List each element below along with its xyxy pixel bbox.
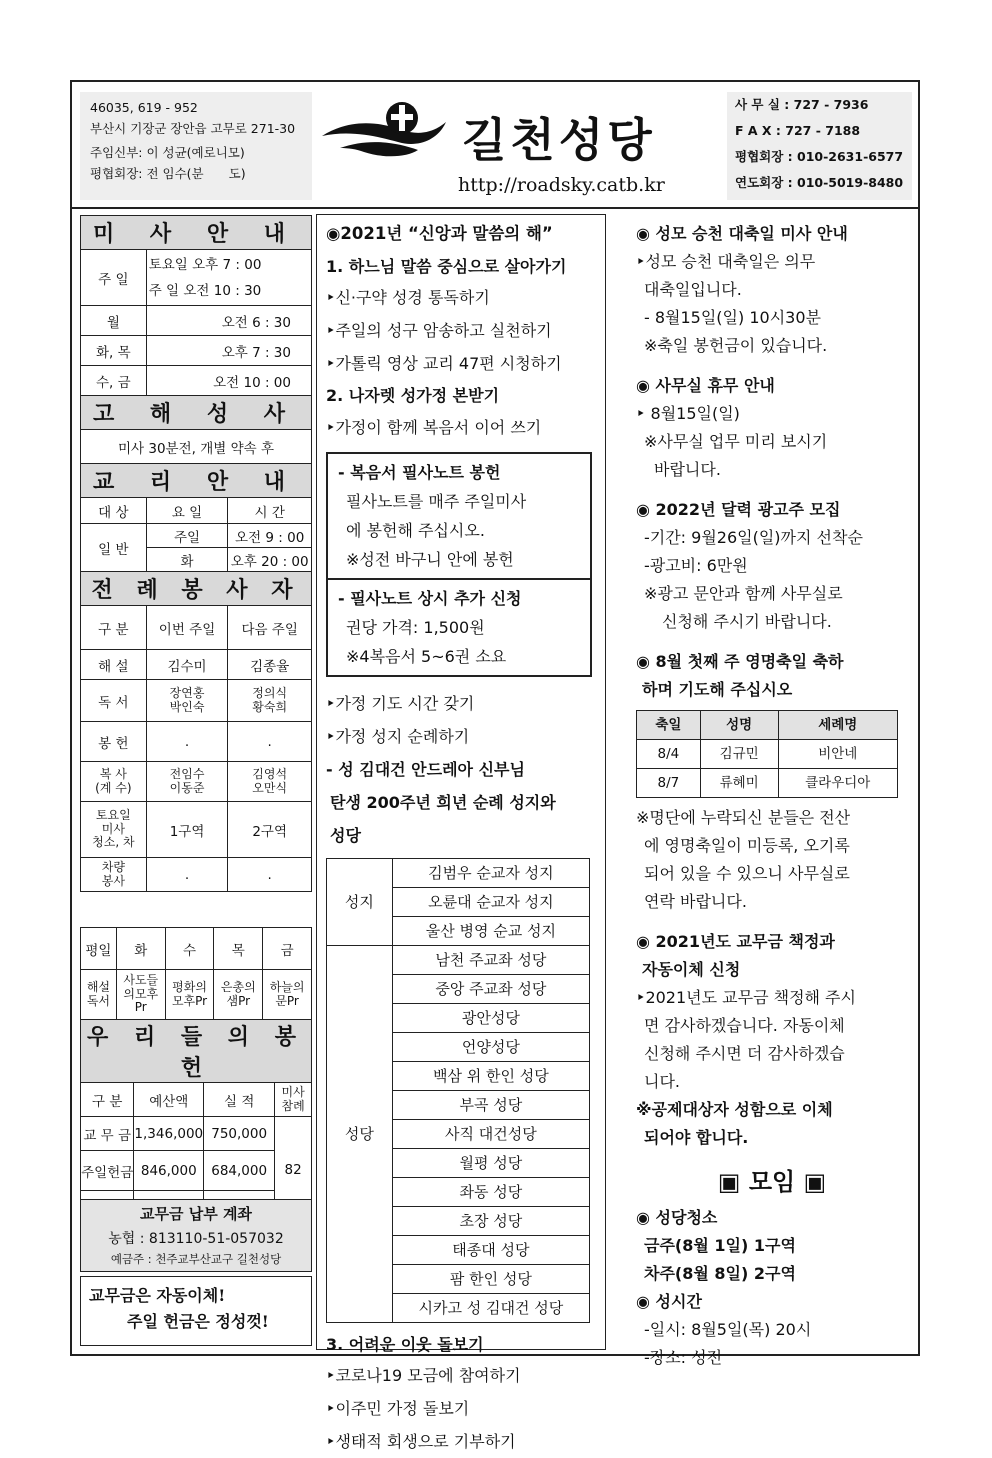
notice-title: ◉ 사무실 휴무 안내	[636, 376, 775, 395]
weekday-head: 목	[214, 928, 263, 970]
doctrine-group: 일 반	[81, 524, 147, 572]
middle-column	[326, 220, 602, 1458]
server-next: 정의식 황숙희	[228, 680, 312, 722]
saturday-mass: 토요일 오후 7 : 00	[148, 256, 262, 273]
notice-title: ◉ 2022년 달력 광고주 모집	[636, 500, 841, 519]
weekday-cell: 사도들 의모후 Pr	[116, 970, 165, 1020]
server-head-role: 구 분	[81, 606, 147, 650]
doctrine-head-time: 시 간	[228, 498, 312, 524]
server-this: 김수미	[146, 650, 228, 680]
notice-line: -장소: 성전	[644, 1348, 723, 1367]
offering-label: 교 무 금	[81, 1117, 134, 1151]
church-name-cell: 부곡 성당	[392, 1091, 589, 1120]
weekday-cell: 하늘의 문Pr	[263, 970, 312, 1020]
offering-head: 실 적	[204, 1083, 275, 1117]
council-phone: 평협회장 : 010-2631-6577	[735, 149, 904, 164]
notice-line: 에 영명축일이 미등록, 오기록	[644, 836, 850, 855]
notice-title: ◉ 성시간	[636, 1292, 702, 1311]
server-this: 장연홍 박인숙	[146, 680, 228, 722]
left-sidebar-table	[80, 215, 312, 892]
offering-budget: 1,346,000	[134, 1117, 204, 1151]
meeting-title: ▣ 모임 ▣	[717, 1168, 827, 1196]
pilgrimage-text	[326, 753, 602, 852]
account-box	[80, 1199, 312, 1272]
offering-title: 우 리 들 의 봉 헌	[81, 1020, 312, 1083]
notice-line: 대축일입니다.	[644, 280, 742, 299]
church-name-cell: 광안성당	[392, 1004, 589, 1033]
feast-date: 8/4	[637, 740, 701, 769]
server-role: 독 서	[81, 680, 147, 722]
notice-line: - 8월15일(일) 10시30분	[644, 308, 821, 327]
church-name-cell: 좌동 성당	[392, 1178, 589, 1207]
notice-title: ◉ 성모 승천 대축일 미사 안내	[636, 224, 848, 243]
doctrine-day: 화	[146, 548, 228, 572]
list-item: ‣가정 기도 시간 갖기	[326, 694, 475, 713]
notice-line: 연락 바랍니다.	[644, 892, 747, 911]
pilgrimage-line: - 성 김대건 안드레아 신부님	[326, 760, 525, 779]
notice-line: 신청해 주시기 바랍니다.	[662, 612, 832, 631]
account-title: 교무금 납부 계좌	[140, 1205, 252, 1223]
feast-saint: 비안네	[778, 740, 898, 769]
server-title: 전 례 봉 사 자	[81, 572, 312, 606]
server-next: 김종율	[228, 650, 312, 680]
section-heading: 3. 어려운 이웃 돌보기	[326, 1335, 484, 1354]
shrine-label: 성지	[327, 859, 393, 946]
yeondo-phone: 연도회장 : 010-5019-8480	[735, 175, 904, 190]
doctrine-title: 교 리 안 내	[81, 464, 312, 498]
list-item: ‣가톨릭 영상 교리 47편 시청하기	[326, 354, 562, 373]
church-name-cell: 사직 대건성당	[392, 1120, 589, 1149]
slogan-line: 교무금은 자동이체!	[89, 1286, 226, 1305]
church-name-cell: 언양성당	[392, 1033, 589, 1062]
office-phone: 사 무 실 : 727 - 7936	[735, 97, 869, 112]
notice-line: -일시: 8월5일(목) 20시	[644, 1320, 812, 1339]
notice-line: 금주(8월 1일) 1구역	[644, 1236, 796, 1255]
list-item: ‣코로나19 모금에 참여하기	[326, 1366, 521, 1385]
server-next: .	[228, 858, 312, 892]
mass-attendance: 82	[275, 1117, 312, 1223]
church-name-cell: 남천 주교좌 성당	[392, 946, 589, 975]
notice-line: ‣ 8월15일(일)	[636, 404, 740, 423]
feast-name: 류혜미	[700, 769, 778, 798]
confession-text: 미사 30분전, 개별 약속 후	[81, 430, 312, 464]
mass-day: 화, 목	[81, 336, 147, 366]
box-line: 에 봉헌해 주십시오.	[346, 521, 485, 540]
year-title: ◉2021년 “신앙과 말씀의 해”	[326, 224, 553, 243]
box-line: ※4복음서 5~6권 소요	[346, 647, 507, 666]
slogan-line: 주일 헌금은 정성껏!	[127, 1312, 269, 1331]
notice-line: 바랍니다.	[654, 460, 721, 479]
mass-time: 오전 6 : 30	[146, 306, 311, 336]
mass-title: 미 사 안 내	[81, 216, 312, 250]
offering-actual: 750,000	[204, 1117, 275, 1151]
server-next: 김영석 오만식	[228, 762, 312, 802]
pastor: 주임신부: 이 성균(예로니모)	[90, 145, 245, 161]
offering-budget: 846,000	[134, 1151, 204, 1191]
account-owner: 예금주 : 천주교부산교구 길천성당	[110, 1252, 282, 1266]
offering-table	[80, 1019, 312, 1223]
box-heading: - 복음서 필사노트 봉헌	[338, 463, 501, 482]
church-name-cell: 초장 성당	[392, 1207, 589, 1236]
server-head-this: 이번 주일	[146, 606, 228, 650]
slogan-box	[80, 1276, 312, 1346]
shrine-name: 울산 병영 순교 성지	[392, 917, 589, 946]
church-label: 성당	[327, 946, 393, 1323]
pilgrimage-line: 탄생 200주년 희년 순례 성지와	[330, 793, 556, 812]
feast-date: 8/7	[637, 769, 701, 798]
server-role: 차량 봉사	[81, 858, 147, 892]
website-url[interactable]: http://roadsky.catb.kr	[458, 174, 665, 196]
header-info-right	[727, 92, 912, 200]
notice-line: 되어야 합니다.	[644, 1128, 749, 1147]
server-this: .	[146, 858, 228, 892]
notice-line: ※축일 봉헌금이 있습니다.	[644, 336, 828, 355]
mass-day: 수, 금	[81, 366, 147, 396]
account-number: 농협 : 813110-51-057032	[108, 1231, 284, 1247]
offering-label: 주일헌금	[81, 1151, 134, 1191]
notice-line: ‣2021년도 교무금 책정해 주시	[636, 988, 856, 1007]
server-role: 토요일 미사 청소, 차	[81, 802, 147, 858]
church-name-cell: 백삼 위 한인 성당	[392, 1062, 589, 1091]
offering-head: 예산액	[134, 1083, 204, 1117]
notice-title: ◉ 2021년도 교무금 책정과	[636, 932, 835, 951]
notice-line: ※사무실 업무 미리 보시기	[644, 432, 828, 451]
list-item: ‣생태적 회생으로 기부하기	[326, 1432, 516, 1451]
mass-day: 월	[81, 306, 147, 336]
notice-line: 니다.	[644, 1072, 680, 1091]
server-next: 2구역	[228, 802, 312, 858]
doctrine-time: 오후 20 : 00	[228, 548, 312, 572]
section-heading: 1. 하느님 말씀 중심으로 살아가기	[326, 257, 567, 276]
notice-title: 자동이체 신청	[642, 960, 741, 979]
doctrine-day: 주일	[146, 524, 228, 548]
council-president: 평협회장: 전 임수(분 도)	[90, 165, 246, 181]
notice-line: 면 감사하겠습니다. 자동이체	[644, 1016, 845, 1035]
list-item: ‣주일의 성구 암송하고 실천하기	[326, 321, 552, 340]
offering-head: 미사 참례	[275, 1083, 312, 1117]
offering-actual: 684,000	[204, 1151, 275, 1191]
header-info-left	[80, 92, 312, 200]
right-column	[636, 220, 908, 1372]
section-heading: 2. 나자렛 성가정 본받기	[326, 386, 500, 405]
pilgrimage-line: 성당	[330, 826, 361, 845]
server-this: 1구역	[146, 802, 228, 858]
feast-head: 세례명	[778, 711, 898, 740]
fax-number: F A X : 727 - 7188	[735, 123, 861, 138]
box-line: ※성전 바구니 안에 봉헌	[346, 550, 514, 569]
church-name-cell: 팜 한인 성당	[392, 1265, 589, 1294]
church-name-cell: 시카고 성 김대건 성당	[392, 1294, 589, 1323]
feast-table	[636, 710, 898, 798]
feast-head: 성명	[700, 711, 778, 740]
notice-line: 되어 있을 수 있으니 사무실로	[644, 864, 850, 883]
weekday-cell: 평화의 모후Pr	[165, 970, 214, 1020]
church-name-cell: 태종대 성당	[392, 1236, 589, 1265]
list-item: ‣가정 성지 순례하기	[326, 727, 470, 746]
confession-title: 고 해 성 사	[81, 396, 312, 430]
postal-code: 46035, 619 - 952	[90, 100, 198, 115]
sunday-mass: 주 일 오전 10 : 30	[148, 282, 262, 299]
church-name-cell: 월평 성당	[392, 1149, 589, 1178]
notice-title: ◉ 성당청소	[636, 1208, 718, 1227]
notice-line: 차주(8월 8일) 2구역	[644, 1264, 796, 1283]
pilgrimage-table	[326, 858, 590, 1323]
sunday-label: 주 일	[81, 250, 147, 306]
weekday-table	[80, 927, 312, 1020]
notice-title: 하며 기도해 주십시오	[642, 680, 793, 699]
server-role: 복 사 (계 수)	[81, 762, 147, 802]
list-item: ‣이주민 가정 돌보기	[326, 1399, 470, 1418]
doctrine-time: 오전 9 : 00	[228, 524, 312, 548]
server-next: .	[228, 722, 312, 762]
address: 부산시 기장군 장안읍 고무로 271-30	[90, 120, 296, 136]
notice-line: ※광고 문안과 함께 사무실로	[644, 584, 843, 603]
notice-line: -광고비: 6만원	[644, 556, 748, 575]
notice-title: ◉ 8월 첫째 주 영명축일 축하	[636, 652, 844, 671]
doctrine-head-target: 대 상	[81, 498, 147, 524]
weekday-cell: 은총의 샘Pr	[214, 970, 263, 1020]
weekday-head: 수	[165, 928, 214, 970]
server-role: 해 설	[81, 650, 147, 680]
list-item: ‣신·구약 성경 통독하기	[326, 288, 490, 307]
shrine-name: 오륜대 순교자 성지	[392, 888, 589, 917]
mass-time: 오전 10 : 00	[146, 366, 311, 396]
gospel-note-box	[326, 452, 592, 580]
server-this: 전임수 이동준	[146, 762, 228, 802]
notice-line: 신청해 주시면 더 감사하겠습	[644, 1044, 845, 1063]
box-line: 필사노트를 매주 주일미사	[346, 492, 527, 511]
notice-line: ※명단에 누락되신 분들은 전산	[636, 808, 851, 827]
weekday-head: 평일	[81, 928, 117, 970]
list-item: ‣가정이 함께 복음서 이어 쓰기	[326, 418, 542, 437]
notice-line: -기간: 9월26일(일)까지 선착순	[644, 528, 863, 547]
weekday-cell: 해설 독서	[81, 970, 117, 1020]
church-logo	[320, 96, 450, 164]
server-head-next: 다음 주일	[228, 606, 312, 650]
weekday-head: 화	[116, 928, 165, 970]
feast-saint: 클라우디아	[778, 769, 898, 798]
church-name-cell: 중앙 주교좌 성당	[392, 975, 589, 1004]
shrine-name: 김범우 순교자 성지	[392, 859, 589, 888]
box-line: 권당 가격: 1,500원	[346, 618, 485, 637]
mass-time: 오후 7 : 30	[146, 336, 311, 366]
header-separator	[70, 207, 920, 209]
server-this: .	[146, 722, 228, 762]
church-name: 길천성당	[462, 113, 656, 167]
notice-line: ‣성모 승천 대축일은 의무	[636, 252, 816, 271]
notice-line: ※공제대상자 성함으로 이체	[636, 1100, 833, 1119]
note-order-box	[326, 580, 592, 677]
offering-head: 구 분	[81, 1083, 134, 1117]
box-heading: - 필사노트 상시 추가 신청	[338, 589, 522, 608]
server-role: 봉 헌	[81, 722, 147, 762]
feast-head: 축일	[637, 711, 701, 740]
weekday-head: 금	[263, 928, 312, 970]
doctrine-head-day: 요 일	[146, 498, 228, 524]
feast-name: 김규민	[700, 740, 778, 769]
